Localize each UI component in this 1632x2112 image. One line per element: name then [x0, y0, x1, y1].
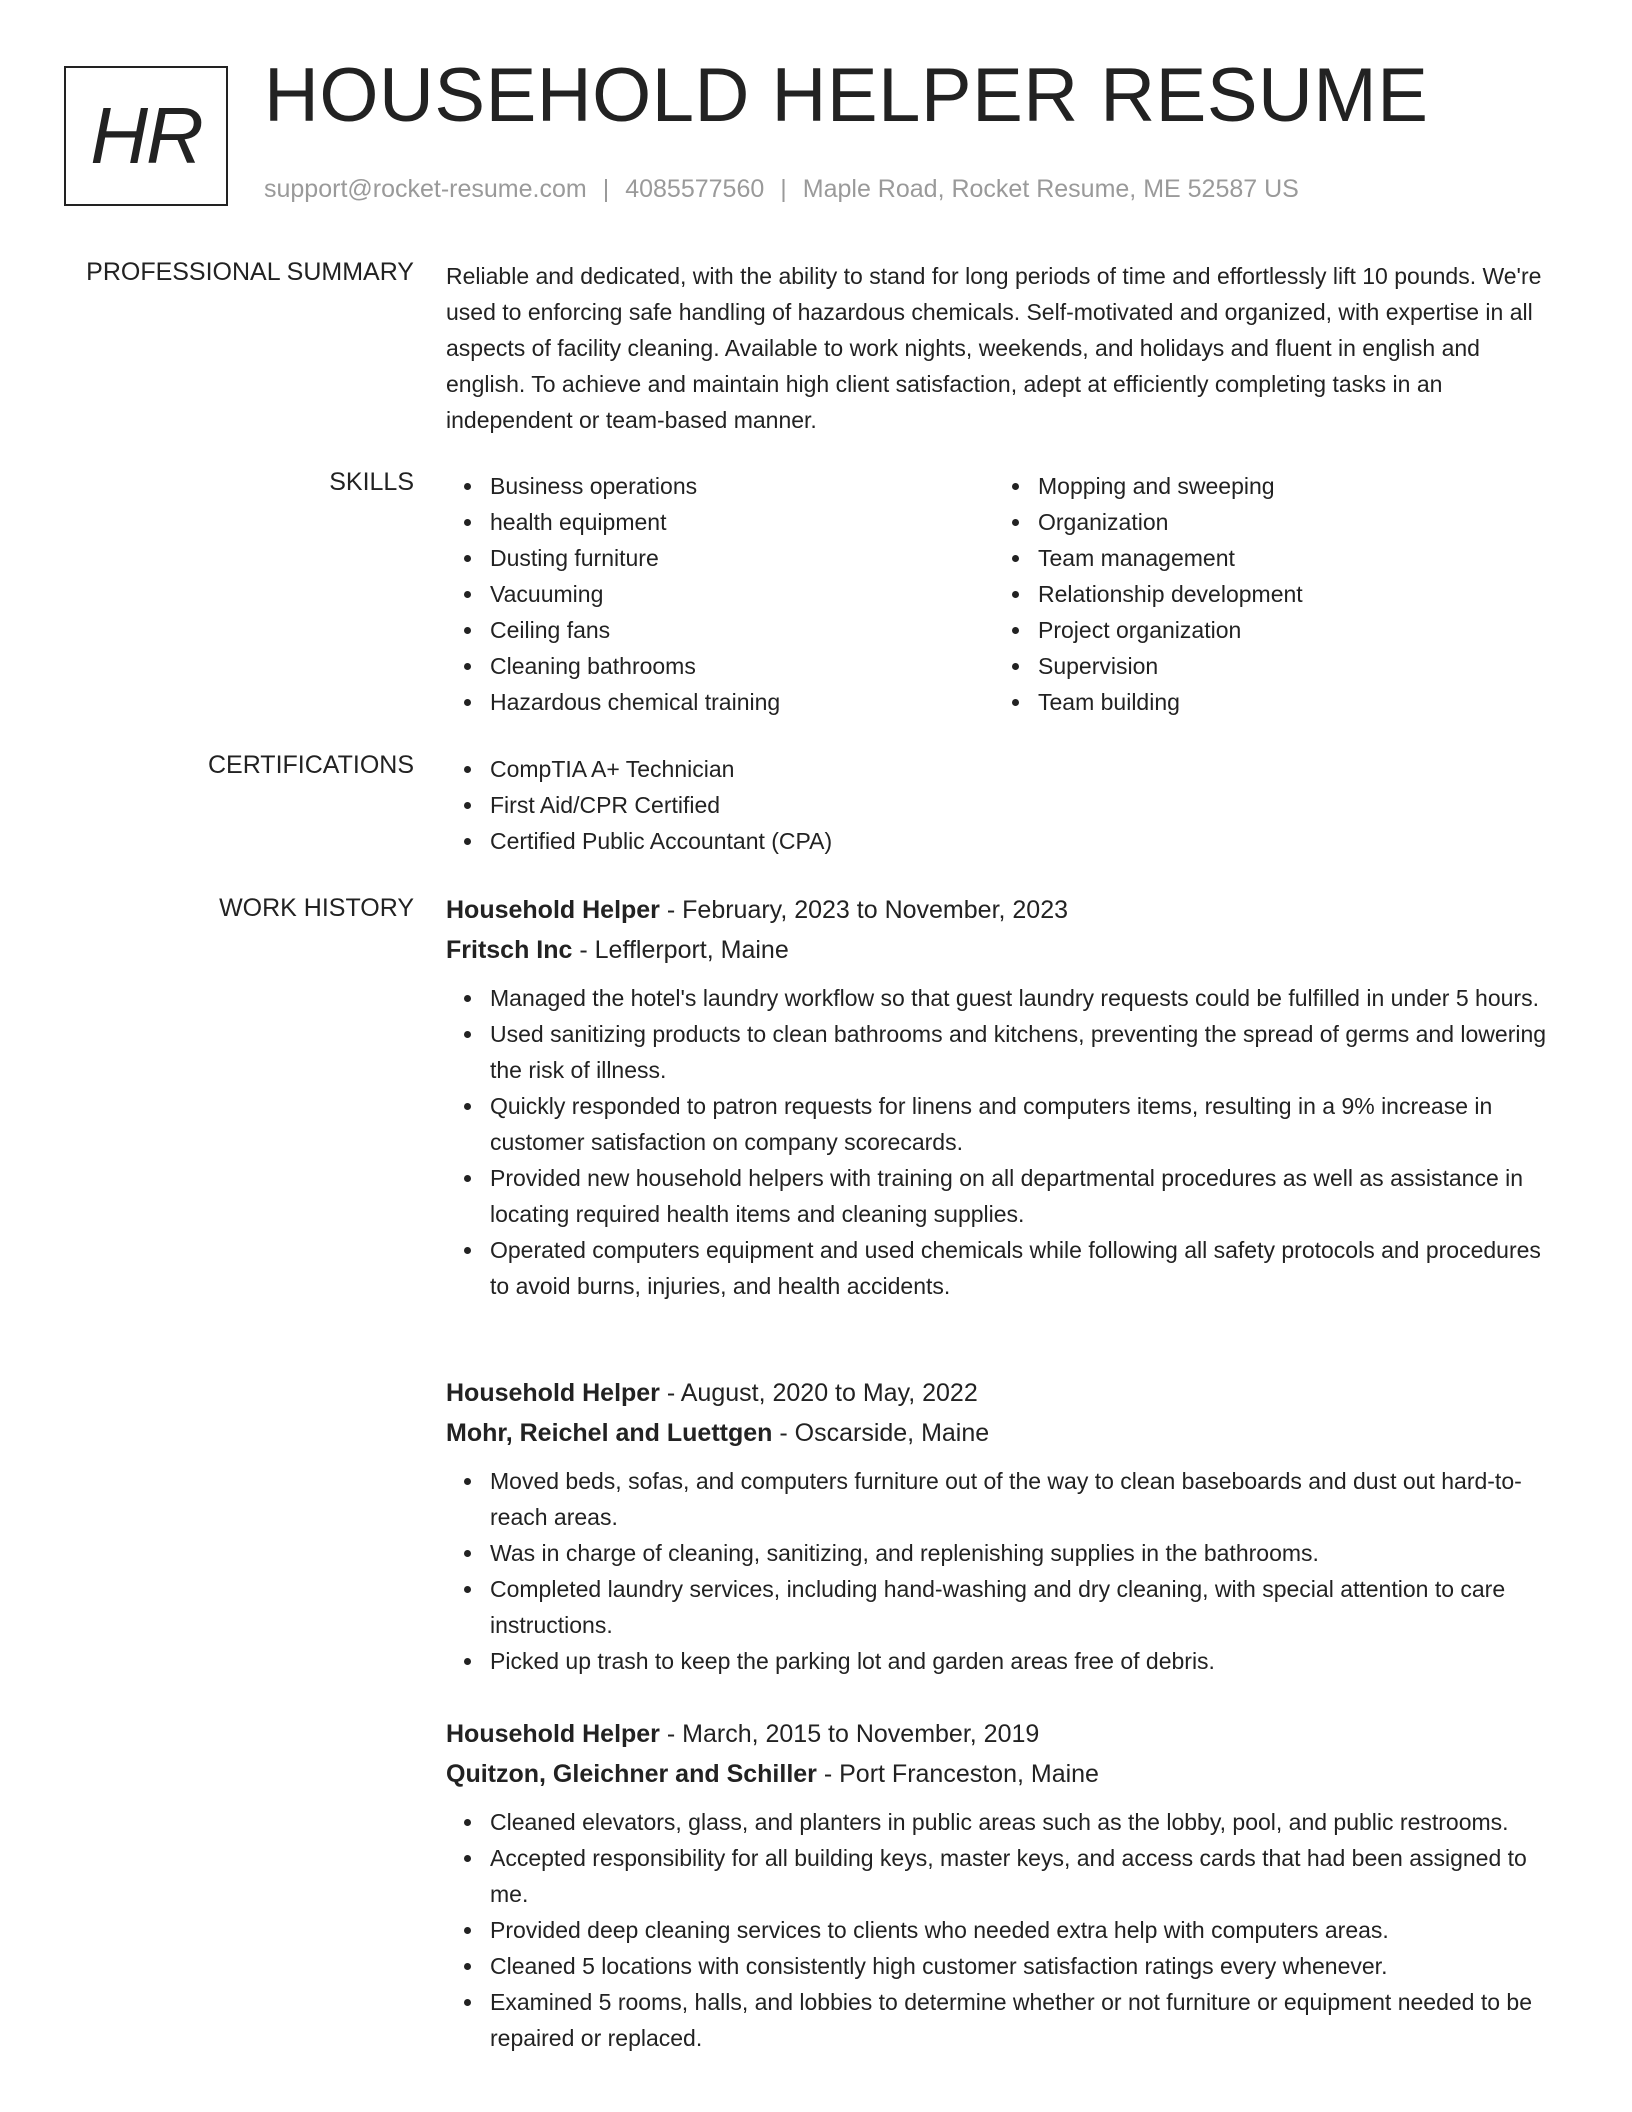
job-bullet: Operated computers equipment and used chemicals while following all safety protocols and procedures to avoid burns, injuries, and health accidents.: [446, 1232, 1562, 1304]
skills-columns: [446, 468, 1562, 720]
skills-list-right: [994, 468, 1542, 720]
skill-item: Cleaning bathrooms: [446, 648, 994, 684]
job-bullet-list: [446, 1463, 1562, 1679]
certification-item: Certified Public Accountant (CPA): [446, 823, 1562, 859]
job-bullet: Managed the hotel's laundry workflow so that guest laundry requests could be fulfilled in under 5 hours.: [446, 980, 1562, 1016]
job-dates: - August, 2020 to May, 2022: [659, 1379, 978, 1407]
job-bullet: Accepted responsibility for all building keys, master keys, and access cards that had been assigned to me.: [446, 1840, 1562, 1912]
skills-body: [446, 468, 1562, 720]
section-label-summary: PROFESSIONAL SUMMARY: [86, 258, 414, 286]
contact-phone[interactable]: 4085577560: [625, 175, 765, 203]
job-dates: - March, 2015 to November, 2019: [659, 1720, 1040, 1748]
contact-separator: |: [780, 175, 787, 203]
job-title-line: [446, 890, 1562, 930]
skill-item: Project organization: [994, 612, 1542, 648]
job-company: Quitzon, Gleichner and Schiller: [446, 1760, 817, 1788]
section-label-work-history: WORK HISTORY: [219, 894, 414, 922]
monogram-initials: HR: [90, 91, 202, 180]
job-title-line: [446, 1373, 1562, 1413]
job-bullet: Cleaned 5 locations with consistently high customer satisfaction ratings every whenever.: [446, 1948, 1562, 1984]
job-bullet: Cleaned elevators, glass, and planters in public areas such as the lobby, pool, and public restrooms.: [446, 1804, 1562, 1840]
skill-item: Organization: [994, 504, 1542, 540]
skill-item: Team management: [994, 540, 1542, 576]
job-company-line: [446, 1754, 1562, 1794]
job-company-line: [446, 930, 1562, 970]
job-bullet: Picked up trash to keep the parking lot and garden areas free of debris.: [446, 1643, 1562, 1679]
certification-item: CompTIA A+ Technician: [446, 751, 1562, 787]
job-title: Household Helper: [446, 896, 660, 924]
job-company: Fritsch Inc: [446, 936, 573, 964]
job-entry: [446, 1714, 1562, 2056]
job-bullet: Completed laundry services, including hand-washing and dry cleaning, with special attention to care instructions.: [446, 1571, 1562, 1643]
certifications-list: [446, 751, 1562, 859]
job-company: Mohr, Reichel and Luettgen: [446, 1419, 773, 1447]
skill-item: Relationship development: [994, 576, 1542, 612]
job-bullet: Was in charge of cleaning, sanitizing, and replenishing supplies in the bathrooms.: [446, 1535, 1562, 1571]
skill-item: Business operations: [446, 468, 994, 504]
job-entry: [446, 890, 1562, 1304]
job-bullet: Moved beds, sofas, and computers furniture out of the way to clean baseboards and dust out hard-to-reach areas.: [446, 1463, 1562, 1535]
job-title: Household Helper: [446, 1720, 660, 1748]
job-location: - Port Franceston, Maine: [816, 1760, 1099, 1788]
summary-text: Reliable and dedicated, with the ability to stand for long periods of time and effortlessly lift 10 pounds. We're used to enforcing safe handling of hazardous chemicals. Self-motivated and organized, with expertise in all aspects of facility cleaning. Available to work nights, weekends, and holidays and fluent in english and english. To achieve and maintain high client satisfaction, adept at efficiently completing tasks in an independent or team-based manner.: [446, 263, 1542, 433]
job-location: - Oscarside, Maine: [772, 1419, 990, 1447]
job-bullet: Provided deep cleaning services to clients who needed extra help with computers areas.: [446, 1912, 1562, 1948]
resume-title: HOUSEHOLD HELPER RESUME: [264, 53, 1429, 138]
certification-item: First Aid/CPR Certified: [446, 787, 1562, 823]
job-bullet: Provided new household helpers with training on all departmental procedures as well as assistance in locating required health items and cleaning supplies.: [446, 1160, 1562, 1232]
skill-item: Ceiling fans: [446, 612, 994, 648]
monogram-box: [64, 66, 228, 206]
job-bullet: Used sanitizing products to clean bathrooms and kitchens, preventing the spread of germs and lowering the risk of illness.: [446, 1016, 1562, 1088]
job-bullet-list: [446, 980, 1562, 1304]
job-bullet: Examined 5 rooms, halls, and lobbies to determine whether or not furniture or equipment needed to be repaired or replaced.: [446, 1984, 1562, 2056]
certifications-body: [446, 751, 1562, 859]
section-label-certifications: CERTIFICATIONS: [207, 751, 414, 779]
contact-line: [264, 175, 1299, 204]
job-entry: [446, 1373, 1562, 1679]
job-company-line: [446, 1413, 1562, 1453]
skill-item: health equipment: [446, 504, 994, 540]
skills-list-left: [446, 468, 994, 720]
job-bullet: Quickly responded to patron requests for linens and computers items, resulting in a 9% increase in customer satisfaction on company scorecards.: [446, 1088, 1562, 1160]
job-title-line: [446, 1714, 1562, 1754]
skill-item: Mopping and sweeping: [994, 468, 1542, 504]
skill-item: Dusting furniture: [446, 540, 994, 576]
contact-email[interactable]: support@rocket-resume.com: [264, 175, 587, 203]
contact-address: Maple Road, Rocket Resume, ME 52587 US: [802, 175, 1299, 203]
job-bullet-list: [446, 1804, 1562, 2056]
section-label-skills: SKILLS: [329, 468, 414, 496]
job-dates: - February, 2023 to November, 2023: [659, 896, 1069, 924]
job-location: - Lefflerport, Maine: [572, 936, 789, 964]
contact-separator: |: [602, 175, 610, 203]
skill-item: Team building: [994, 684, 1542, 720]
skill-item: Supervision: [994, 648, 1542, 684]
skill-item: Hazardous chemical training: [446, 684, 994, 720]
job-title: Household Helper: [446, 1379, 660, 1407]
skill-item: Vacuuming: [446, 576, 994, 612]
